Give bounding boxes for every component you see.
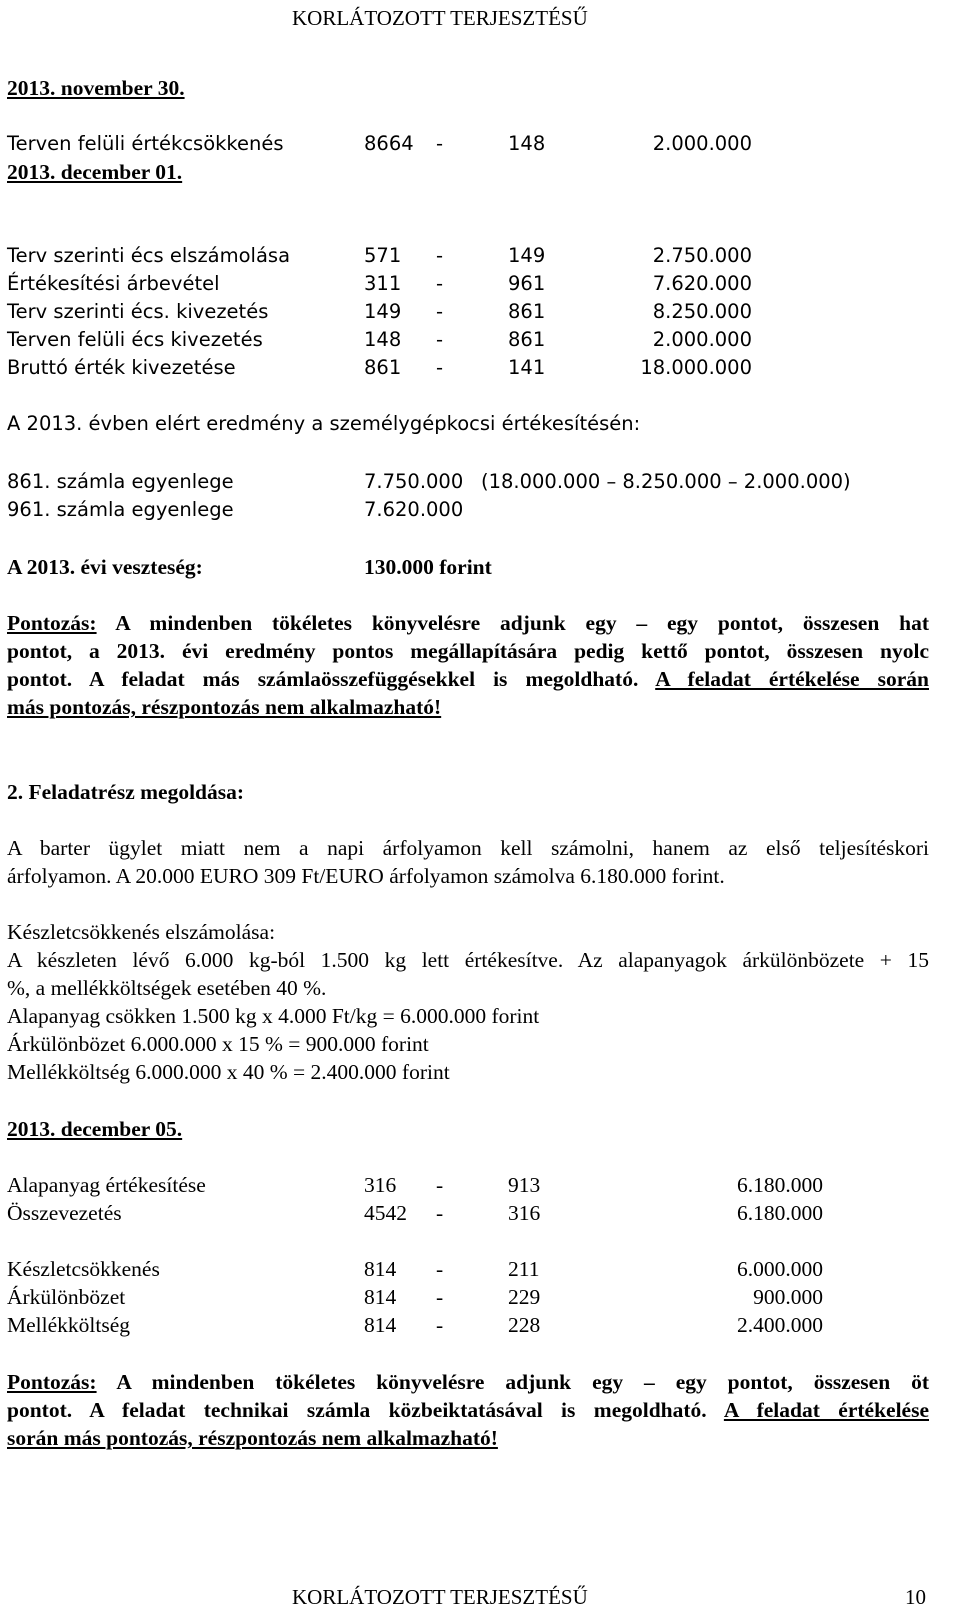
calc-line: Árkülönbözet 6.000.000 x 15 % = 900.000 forint (7, 1032, 429, 1056)
paragraph-line: árfolyamon. A 20.000 EURO 309 Ft/EURO árfolyamon számolva 6.180.000 forint. (7, 864, 725, 888)
entry-amount: 2.000.000 (652, 132, 752, 155)
entry-debit: 149 (364, 300, 402, 323)
entry-credit: 148 (508, 132, 546, 155)
entry-amount: 18.000.000 (640, 356, 752, 379)
entry-amount: 6.180.000 (737, 1173, 823, 1197)
entry-credit: 316 (508, 1201, 541, 1225)
entry-label: Terven felüli értékcsökkenés (7, 132, 284, 155)
entry-separator: - (436, 272, 444, 295)
entry-credit: 211 (508, 1257, 540, 1281)
entry-credit: 149 (508, 244, 546, 267)
page-footer: KORLÁTOZOTT TERJESZTÉSŰ (292, 1585, 588, 1609)
scoring-line (7, 1400, 929, 1422)
entry-label: Bruttó érték kivezetése (7, 356, 236, 379)
scoring-text: pontot. A feladat technikai számla közbeiktatásával is megoldható. (7, 1398, 707, 1422)
entry-separator: - (436, 1201, 444, 1225)
entry-label: Terv szerinti écs. kivezetés (7, 300, 269, 323)
page-header: KORLÁTOZOTT TERJESZTÉSŰ (292, 6, 588, 30)
scoring-emphasis: A feladat értékelése során (655, 667, 929, 691)
scoring-line (7, 1372, 929, 1394)
entry-credit: 228 (508, 1313, 541, 1337)
entry-separator: - (436, 244, 444, 267)
entry-debit: 8664 (364, 132, 414, 155)
entry-separator: - (436, 1313, 444, 1337)
entry-debit: 311 (364, 272, 402, 295)
entry-amount: 900.000 (753, 1285, 823, 1309)
entry-separator: - (436, 328, 444, 351)
scoring-lead: Pontozás: (7, 611, 97, 635)
paragraph-line: A barter ügylet miatt nem a napi árfolyamon kell számolni, hanem az első teljesítéskori (7, 836, 929, 860)
entry-amount: 2.750.000 (652, 244, 752, 267)
scoring-lead: Pontozás: (7, 1370, 97, 1394)
account-961-label: 961. számla egyenlege (7, 498, 234, 521)
entry-debit: 814 (364, 1257, 397, 1281)
entry-label: Összevezetés (7, 1201, 122, 1225)
scoring-text: pontot. A feladat más számlaösszefüggésekkel is megoldható. (7, 667, 639, 691)
scoring-emphasis: során más pontozás, részpontozás nem alkalmazható! (7, 1426, 498, 1450)
entry-amount: 2.000.000 (652, 328, 752, 351)
scoring-text: A mindenben tökéletes könyvelésre adjunk egy – egy pontot, összesen hat (115, 611, 929, 635)
entry-separator: - (436, 1173, 444, 1197)
entry-label: Árkülönbözet (7, 1285, 126, 1309)
entry-label: Értékesítési árbevétel (7, 272, 220, 295)
entry-credit: 861 (508, 328, 546, 351)
entry-label: Terven felüli écs kivezetés (7, 328, 263, 351)
calc-line: Alapanyag csökken 1.500 kg x 4.000 Ft/kg = 6.000.000 forint (7, 1004, 540, 1028)
entry-debit: 861 (364, 356, 402, 379)
date-heading-nov30: 2013. november 30. (7, 76, 185, 100)
entry-amount: 8.250.000 (652, 300, 752, 323)
entry-credit: 229 (508, 1285, 541, 1309)
entry-amount: 7.620.000 (652, 272, 752, 295)
entry-debit: 4542 (364, 1201, 407, 1225)
entry-debit: 316 (364, 1173, 397, 1197)
entry-label: Mellékköltség (7, 1313, 131, 1337)
entry-separator: - (436, 300, 444, 323)
paragraph-line: %, a mellékköltségek esetében 40 %. (7, 976, 327, 1000)
scoring-line (7, 697, 929, 719)
account-861-label: 861. számla egyenlege (7, 470, 234, 493)
entry-separator: - (436, 1257, 444, 1281)
entry-label: Alapanyag értékesítése (7, 1173, 206, 1197)
scoring-emphasis: A feladat értékelése (723, 1398, 929, 1422)
account-861-note: (18.000.000 – 8.250.000 – 2.000.000) (481, 470, 851, 493)
entry-debit: 571 (364, 244, 402, 267)
scoring-line: pontot, a 2013. évi eredmény pontos megállapítására pedig kettő pontot, összesen nyolc (7, 639, 929, 663)
entry-amount: 2.400.000 (737, 1313, 823, 1337)
date-heading-dec01: 2013. december 01. (7, 160, 183, 184)
entry-label: Készletcsökkenés (7, 1257, 160, 1281)
account-961-value: 7.620.000 (364, 498, 464, 521)
scoring-text: A mindenben tökéletes könyvelésre adjunk egy – egy pontot, összesen öt (116, 1370, 929, 1394)
date-heading-dec05: 2013. december 05. (7, 1117, 183, 1141)
scoring-line (7, 1428, 929, 1450)
entry-separator: - (436, 1285, 444, 1309)
entry-debit: 814 (364, 1285, 397, 1309)
entry-amount: 6.180.000 (737, 1201, 823, 1225)
page-number: 10 (905, 1585, 926, 1609)
scoring-line (7, 613, 929, 635)
entry-label: Terv szerinti écs elszámolása (7, 244, 291, 267)
entry-separator: - (436, 132, 444, 155)
scoring-line (7, 669, 929, 691)
result-intro: A 2013. évben elért eredmény a személygépkocsi értékesítésén: (7, 412, 641, 435)
scoring-emphasis: más pontozás, részpontozás nem alkalmazható! (7, 695, 442, 719)
loss-label: A 2013. évi veszteség: (7, 555, 203, 579)
stock-heading: Készletcsökkenés elszámolása: (7, 920, 276, 944)
calc-line: Mellékköltség 6.000.000 x 40 % = 2.400.000 forint (7, 1060, 450, 1084)
entry-debit: 814 (364, 1313, 397, 1337)
loss-value: 130.000 forint (364, 555, 492, 579)
entry-credit: 861 (508, 300, 546, 323)
paragraph-line: A készleten lévő 6.000 kg-ból 1.500 kg lett értékesítve. Az alapanyagok árkülönbözete + 15 (7, 948, 929, 972)
entry-credit: 141 (508, 356, 546, 379)
section-heading: 2. Feladatrész megoldása: (7, 780, 245, 804)
account-861-value: 7.750.000 (364, 470, 464, 493)
entry-separator: - (436, 356, 444, 379)
entry-credit: 913 (508, 1173, 541, 1197)
entry-debit: 148 (364, 328, 402, 351)
entry-amount: 6.000.000 (737, 1257, 823, 1281)
entry-credit: 961 (508, 272, 546, 295)
